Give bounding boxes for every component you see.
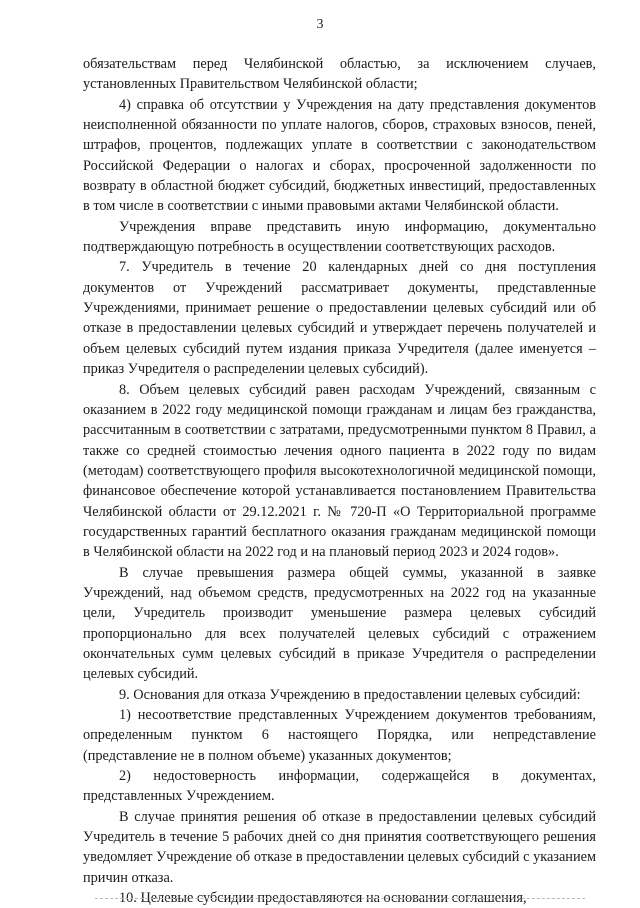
paragraph: В случае превышения размера общей суммы, указанной в заявке Учреждений, над объемом средств, предусмотренных на 2022 год на указанные цели, Учредитель производит уменьшение размера целевых субсидий пропорционально для всех получателей целевых субсидий с отражением окончательных сумм целевых субсидий в приказе Учредителя о распределении целевых субсидий. [83, 564, 596, 683]
paragraph: 10. Целевые субсидии предоставляются на основании соглашения, [119, 890, 527, 907]
page-number: 3 [316, 17, 324, 32]
paragraph: 1) несоответствие представленных Учреждением документов требованиям, определенным пунктом 6 настоящего Порядка, или непредставление (представление не в полном объеме) указанных документов; [83, 707, 596, 764]
document-body [83, 54, 596, 908]
paragraph: В случае принятия решения об отказе в предоставлении целевых субсидий Учредитель в течение 5 рабочих дней со дня принятия соответствующего решения уведомляет Учреждение об отказе в предоставлении целевых субсидий с указанием причин отказа. [83, 808, 596, 886]
paragraph: Учреждения вправе представить иную информацию, документально подтверждающую потребность в осуществлении соответствующих расходов. [83, 218, 596, 256]
paragraph: 4) справка об отсутствии у Учреждения на дату представления документов неисполненной обязанности по уплате налогов, сборов, страховых взносов, пеней, штрафов, процентов, подлежащих уплате в соответствии с законодательством Российской Федерации о налогах и сборах, просроченной задолженности по возврату в областной бюджет субсидий, бюджетных инвестиций, предоставленных в том числе в соответствии с иными правовыми актами Челябинской области. [83, 96, 596, 215]
paragraph: 2) недостоверность информации, содержащейся в документах, представленных Учреждением. [83, 768, 596, 805]
paragraph: 9. Основания для отказа Учреждению в предоставлении целевых субсидий: [119, 686, 581, 703]
paragraph: обязательствам перед Челябинской областью, за исключением случаев, установленных Правительством Челябинской области; [83, 56, 596, 93]
paragraph: 7. Учредитель в течение 20 календарных дней со дня поступления документов от Учреждений рассматривает документы, представленные Учреждениями, принимает решение о предоставлении целевых субсидий или об отказе в предоставлении целевых субсидий и утверждает перечень получателей и объем целевых субсидий путем издания приказа Учредителя (далее именуется – приказ Учредителя о распределении целевых субсидий). [83, 259, 596, 378]
scan-edge-line [95, 898, 585, 899]
paragraph: 8. Объем целевых субсидий равен расходам Учреждений, связанным с оказанием в 2022 году медицинской помощи гражданам и лицам без гражданства, рассчитанным в соответствии с затратами, предусмотренными пунктом 8 Правил, а также со средней стоимостью лечения одного пациента в 2022 году по видам (методам) соответствующего профиля высокотехнологичной медицинской помощи, финансовое обеспечение которой устанавливается постановлением Правительства Челябинской области от 29.12.2021 г. № 720-П «О Территориальной программе государственных гарантий бесплатного оказания гражданам медицинской помощи в Челябинской области на 2022 год и на плановый период 2023 и 2024 годов». [83, 381, 596, 561]
